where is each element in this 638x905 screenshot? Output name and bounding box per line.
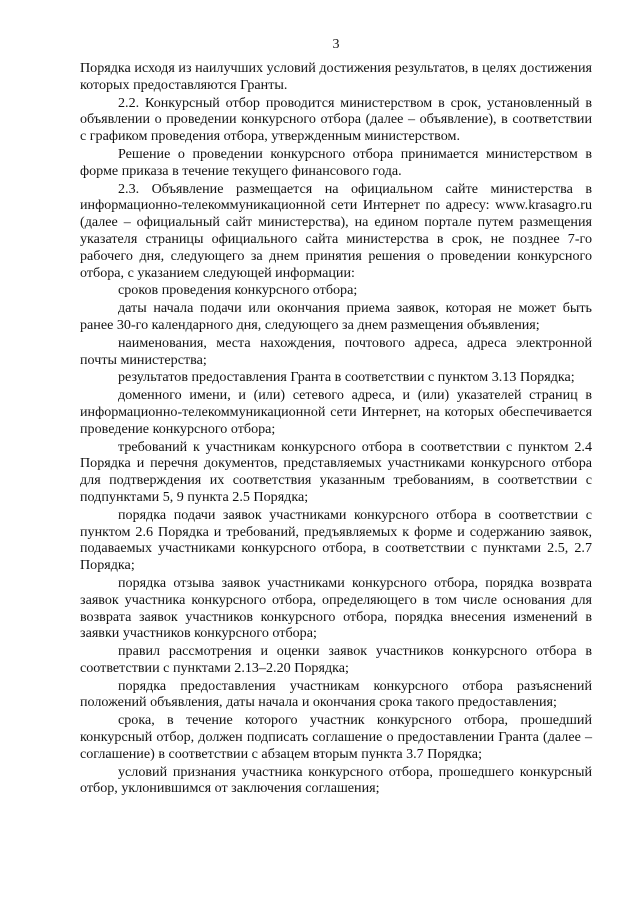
paragraph: Решение о проведении конкурсного отбора принимается министерством в форме приказа в течение текущего финансового года. [80,145,592,179]
paragraph: 2.3. Объявление размещается на официальном сайте министерства в информационно-телекоммуникационной сети Интернет по адресу: www.krasagro.ru (далее – официальный сайт министерства), на едином портале путем размещения указателя страницы официального сайта министерства в срок, не позднее 7-го рабочего дня, следующего за днем принятия решения о проведении конкурсного отбора, с указанием следующей информации: [80,180,592,281]
paragraph: доменного имени, и (или) сетевого адреса, и (или) указателей страниц в информационно-телекоммуникационной сети Интернет, на которых обеспечивается проведение конкурсного отбора; [80,387,592,437]
paragraph: срока, в течение которого участник конкурсного отбора, прошедший конкурсный отбор, должен подписать соглашение о предоставлении Гранта (далее – соглашение) в соответствии с абзацем вторым пункта 3.7 Порядка; [80,712,592,762]
paragraph: правил рассмотрения и оценки заявок участников конкурсного отбора в соответствии с пунктами 2.13–2.20 Порядка; [80,643,592,676]
paragraph: Порядка исходя из наилучших условий достижения результатов, в целях достижения которых предоставляются Гранты. [80,60,592,93]
paragraph: порядка отзыва заявок участниками конкурсного отбора, порядка возврата заявок участника конкурсного отбора, определяющего в том числе основания для возврата заявок участников конкурсного отбора, порядка внесения изменений в заявки участников конкурсного отбора; [80,574,592,642]
paragraph: требований к участникам конкурсного отбора в соответствии с пунктом 2.4 Порядка и перечня документов, представляемых участниками конкурсного отбора для подтверждения их соответствия указанным требованиям, в соответствии с подпунктами 5, 9 пункта 2.5 Порядка; [80,438,592,505]
paragraph: наименования, места нахождения, почтового адреса, адреса электронной почты министерства; [80,334,592,368]
paragraph: порядка подачи заявок участниками конкурсного отбора в соответствии с пунктом 2.6 Порядка и требований, предъявляемых к форме и содержанию заявок, подаваемых участниками конкурсного отбора, в соответствии с пунктами 2.5, 2.7 Порядка; [80,506,592,574]
paragraph: сроков проведения конкурсного отбора; [118,282,358,299]
paragraph: условий признания участника конкурсного отбора, прошедшего конкурсный отбор, уклонившимся от заключения соглашения; [80,763,592,797]
page-number: 3 [332,37,340,52]
paragraph: даты начала подачи или окончания приема заявок, которая не может быть ранее 30-го календарного дня, следующего за днем размещения объявления; [80,300,592,333]
document-body [80,60,592,797]
paragraph: 2.2. Конкурсный отбор проводится министерством в срок, установленный в объявлении о проведении конкурсного отбора (далее – объявление), в соответствии с графиком проведения отбора, утвержденным министерством. [80,94,592,145]
paragraph: результатов предоставления Гранта в соответствии с пунктом 3.13 Порядка; [118,369,575,386]
paragraph: порядка предоставления участникам конкурсного отбора разъяснений положений объявления, даты начала и окончания срока такого предоставления; [80,677,592,711]
